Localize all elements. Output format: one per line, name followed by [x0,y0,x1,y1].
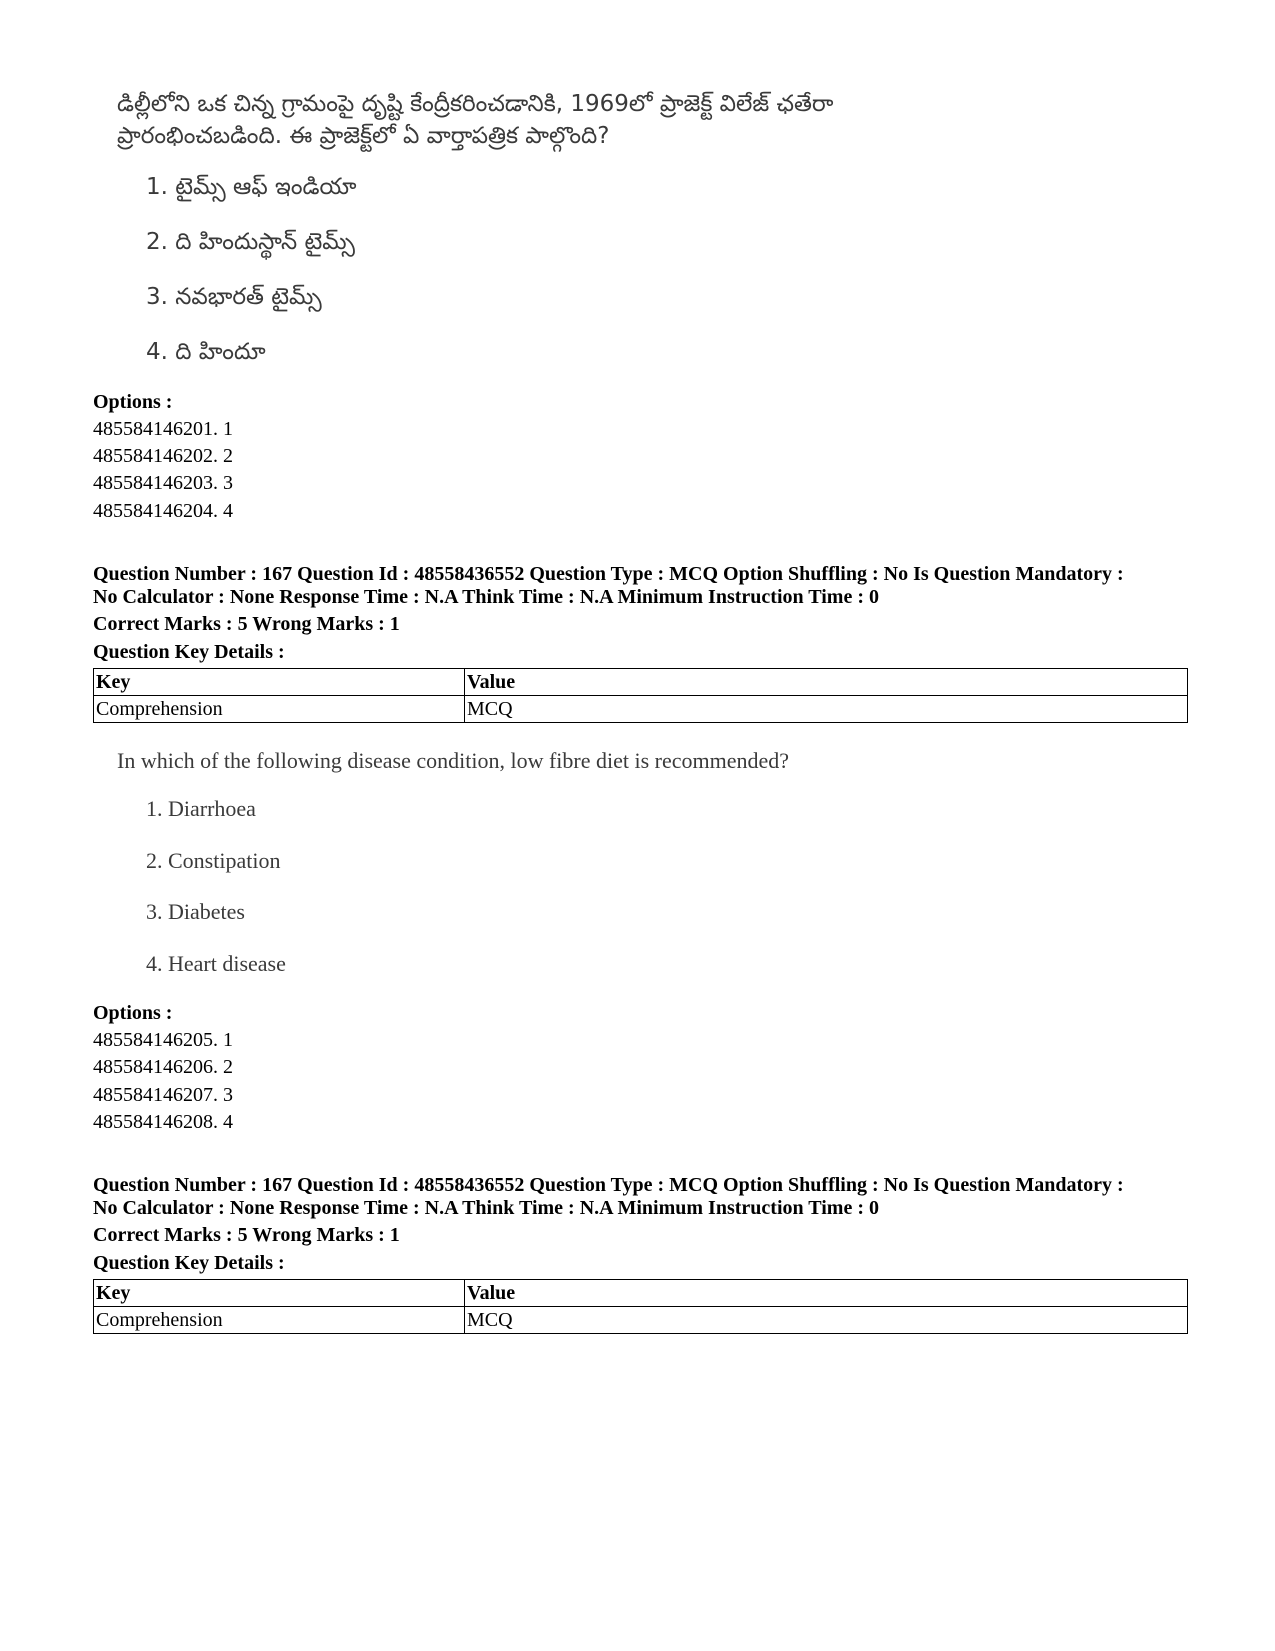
table-cell-key: Comprehension [94,696,465,723]
table-cell-value: MCQ [465,696,1188,723]
question-meta-line-1: Question Number : 167 Question Id : 48558436552 Question Type : MCQ Option Shuffling : No Is Question Mandatory : [93,563,1124,585]
table-cell-key: Comprehension [94,1307,465,1334]
table-header-key: Key [94,669,465,696]
table-header-value: Value [465,669,1188,696]
table-header-key: Key [94,1280,465,1307]
question-choice-2: 2. Constipation [146,848,281,873]
question-meta-line-1: Question Number : 167 Question Id : 48558436552 Question Type : MCQ Option Shuffling : No Is Question Mandatory : [93,1174,1124,1196]
option-item: 485584146201. 1 [93,418,233,440]
key-details-heading: Question Key Details : [93,641,285,663]
option-item: 485584146208. 4 [93,1111,233,1133]
marks-line: Correct Marks : 5 Wrong Marks : 1 [93,613,400,635]
table-row [94,1307,1188,1334]
table-cell-value: MCQ [465,1307,1188,1334]
question-meta-line-2: No Calculator : None Response Time : N.A Think Time : N.A Minimum Instruction Time : 0 [93,586,879,608]
marks-line: Correct Marks : 5 Wrong Marks : 1 [93,1224,400,1246]
question-choice-1: 1. Diarrhoea [146,796,256,821]
question-choice-3: 3. నవభారత్ టైమ్స్ [146,284,322,310]
table-header-row [94,669,1188,696]
option-item: 485584146207. 3 [93,1084,233,1106]
question-stem-line-1: డిల్లీలోని ఒక చిన్న గ్రామంపై దృష్టి కేంద్రీకరించడానికి, 1969లో ప్రాజెక్ట్ విలేజ్ ఛతేరా [117,91,834,117]
option-item: 485584146203. 3 [93,472,233,494]
question-choice-2: 2. ది హిందుస్థాన్ టైమ్స్ [146,229,355,255]
options-heading: Options : [93,1002,173,1024]
option-item: 485584146206. 2 [93,1056,233,1078]
question-choice-4: 4. ది హిందూ [146,339,266,365]
key-details-table [93,668,1188,723]
table-row [94,696,1188,723]
option-item: 485584146204. 4 [93,500,233,522]
key-details-table [93,1279,1188,1334]
question-stem-line-2: ప్రారంభించబడింది. ఈ ప్రాజెక్ట్‌లో ఏ వార్తాపత్రిక పాల్గొంది? [117,123,610,149]
options-heading: Options : [93,391,173,413]
question-meta-line-2: No Calculator : None Response Time : N.A Think Time : N.A Minimum Instruction Time : 0 [93,1197,879,1219]
question-choice-4: 4. Heart disease [146,951,286,976]
table-header-row [94,1280,1188,1307]
key-details-heading: Question Key Details : [93,1252,285,1274]
question-choice-1: 1. టైమ్స్ ఆఫ్ ఇండియా [146,174,357,200]
option-item: 485584146205. 1 [93,1029,233,1051]
question-choice-3: 3. Diabetes [146,899,245,924]
question-stem: In which of the following disease condition, low fibre diet is recommended? [117,748,790,773]
option-item: 485584146202. 2 [93,445,233,467]
table-header-value: Value [465,1280,1188,1307]
